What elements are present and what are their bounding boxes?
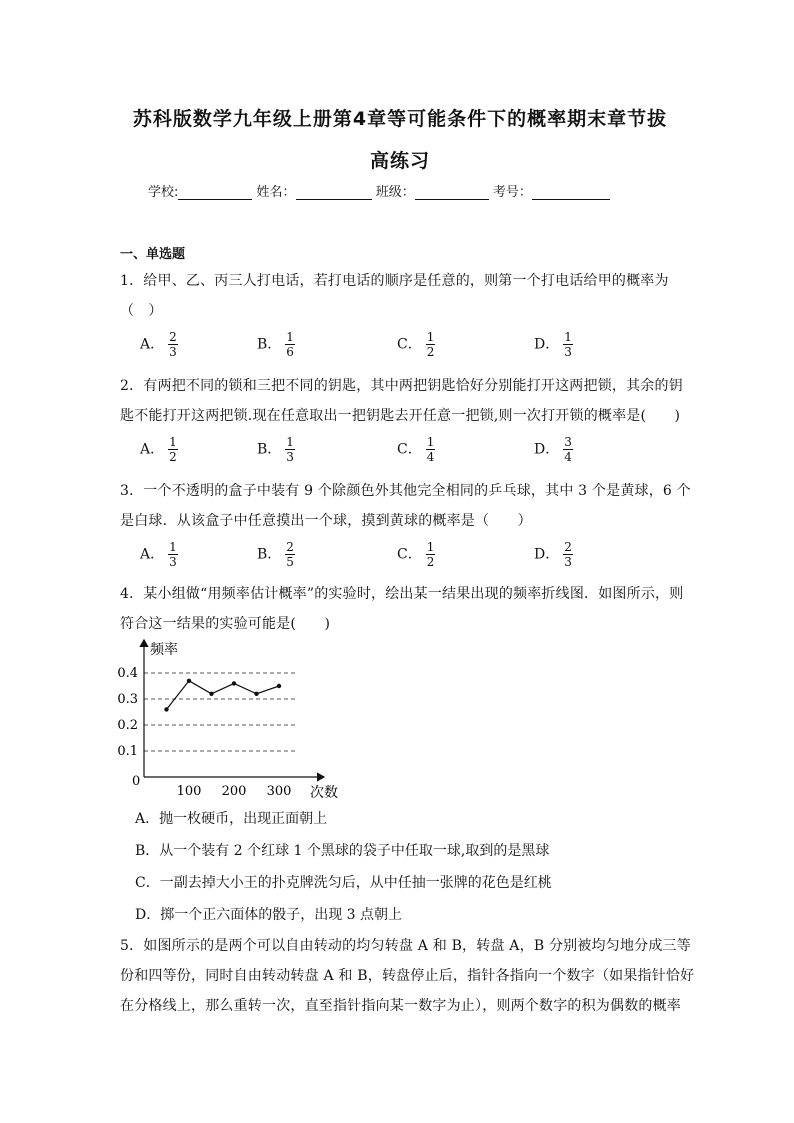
- section-heading: 一、单选题: [120, 247, 186, 262]
- fraction: $\frac{1}{3}$: [286, 435, 294, 464]
- q5-text-line2: 份和四等份，同时自由转动转盘 A 和 B，转盘停止后，指针各指向一个数字（如果指针恰好: [120, 968, 695, 984]
- q2-option-b[interactable]: B． $\frac{1}{3}$: [257, 435, 294, 464]
- origin-label: 0: [132, 774, 141, 789]
- fraction: $\frac{1}{2}$: [169, 435, 177, 464]
- data-point: [277, 684, 281, 688]
- name-label: 姓名：: [256, 185, 296, 200]
- fraction: $\frac{1}{6}$: [286, 330, 294, 359]
- x-tick-label: 100: [176, 784, 202, 799]
- q1-text-line1: 1．给甲、乙、丙三人打电话，若打电话的顺序是任意的，则第一个打电话给甲的概率为: [120, 273, 669, 289]
- y-tick-label: 0.2: [117, 718, 138, 733]
- q3-text-line2: 是白球．从该盒子中任意摸出一个球，摸到黄球的概率是（ ）: [120, 513, 532, 529]
- q1-text-line2: （ ）: [120, 303, 163, 319]
- y-axis-label: 频率: [150, 642, 178, 658]
- exam-no-label: 考号：: [492, 185, 532, 200]
- fraction: $\frac{1}{4}$: [426, 435, 435, 464]
- y-tick-label: 0.4: [117, 666, 138, 681]
- q3-option-d[interactable]: D． $\frac{2}{3}$: [534, 540, 572, 569]
- q4-answer-d[interactable]: D．掷一个正六面体的骰子，出现 3 点朝上: [135, 907, 403, 923]
- data-point: [187, 679, 191, 683]
- name-field[interactable]: [296, 186, 372, 200]
- page-title-line2: 高练习: [369, 150, 430, 172]
- frequency-line-chart: [110, 632, 350, 804]
- exam-no-field[interactable]: [532, 186, 610, 200]
- class-field[interactable]: [415, 186, 489, 200]
- fraction: $\frac{1}{2}$: [426, 330, 435, 359]
- q4-text-line2: 符合这一结果的实验可能是( ): [120, 616, 331, 632]
- student-info-line: [148, 181, 610, 200]
- q4-answer-c[interactable]: C．一副去掉大小王的扑克牌洗匀后，从中任抽一张牌的花色是红桃: [135, 875, 552, 891]
- frequency-series: [164, 679, 281, 712]
- grid-lines: [144, 673, 296, 751]
- fraction: $\frac{2}{3}$: [169, 330, 177, 359]
- data-point: [254, 692, 258, 696]
- q1-option-d[interactable]: D． $\frac{1}{3}$: [534, 330, 572, 359]
- data-point: [209, 692, 213, 696]
- fraction: $\frac{2}{3}$: [564, 540, 572, 569]
- q2-option-c[interactable]: C． $\frac{1}{4}$: [397, 435, 435, 464]
- school-label: 学校:: [148, 185, 179, 200]
- fraction: $\frac{2}{5}$: [286, 540, 294, 569]
- fraction: $\frac{1}{3}$: [169, 540, 177, 569]
- q1-option-c[interactable]: C． $\frac{1}{2}$: [397, 330, 435, 359]
- q1-option-b[interactable]: B． $\frac{1}{6}$: [257, 330, 294, 359]
- q2-option-a[interactable]: A． $\frac{1}{2}$: [140, 435, 177, 464]
- fraction: $\frac{3}{4}$: [564, 435, 572, 464]
- fraction: $\frac{1}{3}$: [564, 330, 572, 359]
- q3-option-c[interactable]: C． $\frac{1}{2}$: [397, 540, 435, 569]
- page-title-line1: 苏科版数学九年级上册第4章等可能条件下的概率期末章节拔: [132, 108, 668, 130]
- class-label: 班级：: [375, 185, 415, 200]
- q4-text-line1: 4．某小组做“用频率估计概率”的实验时，绘出某一结果出现的频率折线图．如图所示，则: [120, 586, 684, 602]
- q2-text-line2: 匙不能打开这两把锁.现在任意取出一把钥匙去开任意一把锁,则一次打开锁的概率是( ): [120, 408, 681, 424]
- data-point: [232, 681, 236, 685]
- y-tick-label: 0.3: [117, 692, 138, 707]
- frequency-line: [167, 681, 280, 710]
- q2-option-d[interactable]: D． $\frac{3}{4}$: [534, 435, 572, 464]
- data-point: [164, 707, 168, 711]
- q4-answer-a[interactable]: A．抛一枚硬币，出现正面朝上: [135, 811, 328, 827]
- x-axis-label: 次数: [310, 785, 338, 801]
- q3-option-a[interactable]: A． $\frac{1}{3}$: [140, 540, 177, 569]
- x-tick-label: 200: [221, 784, 247, 799]
- q4-answer-b[interactable]: B．从一个装有 2 个红球 1 个黑球的袋子中任取一球,取到的是黑球: [135, 843, 550, 859]
- q1-option-a[interactable]: A． $\frac{2}{3}$: [140, 330, 177, 359]
- q5-text-line3: 在分格线上，那么重转一次，直至指针指向某一数字为止），则两个数字的积为偶数的概率: [120, 998, 681, 1014]
- x-tick-label: 300: [266, 784, 292, 799]
- school-field[interactable]: [178, 186, 252, 200]
- q5-text-line1: 5．如图所示的是两个可以自由转动的均匀转盘 A 和 B，转盘 A，B 分别被均匀地分成三等: [120, 938, 691, 954]
- q2-text-line1: 2．有两把不同的锁和三把不同的钥匙，其中两把钥匙恰好分别能打开这两把锁，其余的钥: [120, 378, 683, 394]
- q3-text-line1: 3．一个不透明的盒子中装有 9 个除颜色外其他完全相同的乒乓球，其中 3 个是黄球，6 个: [120, 483, 691, 499]
- q3-option-b[interactable]: B． $\frac{2}{5}$: [257, 540, 294, 569]
- fraction: $\frac{1}{2}$: [426, 540, 435, 569]
- y-tick-label: 0.1: [117, 744, 138, 759]
